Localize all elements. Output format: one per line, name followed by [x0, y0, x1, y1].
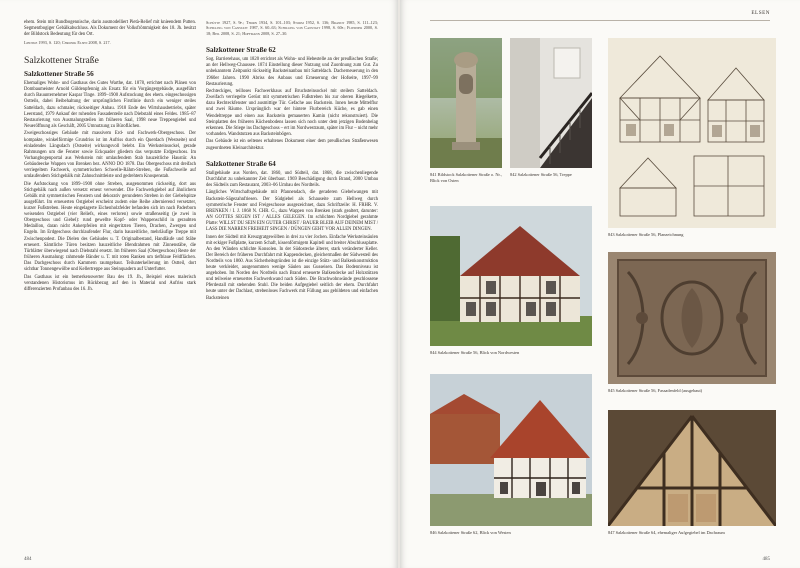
caption-847: 847 Salzkottener Straße 64, ehemaliger Aufgegiebel im Dachraum	[608, 530, 725, 535]
intro-paragraph: ehem. Stein mit Rundbogennische, darin ausmodelliert Pietà-Relief mit knieendem Putten. Segmentbogiger Gebälkabschluss. Als Dokument der Volksfrömmigkeit des 18. Jh. besitzt der Bildstock Bedeutung für den Ort.	[24, 20, 196, 38]
page-number-right: 485	[762, 557, 770, 562]
caption-843: 843 Salzkottener Straße 56, Planzeichnung	[608, 232, 684, 237]
gable-attic-image	[608, 410, 776, 526]
plan-drawing-image	[608, 38, 776, 228]
entry-62-para-2: Rechteckiges, teilloses Fachwerkhaus auf Bruchsteinsockel mit steilem Satteldach. Zweifach verriegelte Gerüst mit symmetrischen Fußstreben bis zur oberen Riegelkette, dazu Rechteckfenster und ausmittige Tür. Gefache aus Backstein. Innen heute Mittelflur und zwei Räume. Ursprünglich war der hintere Flurbereich Küche, es gab einen Wendeltreppe und einen aus Backstein gemauerten Kamin (nicht rekonstruiert). Die Steinplatten des früheren Küchenbodens lassen sich noch unter dem jetzigen Bodenbelag erkennen. Die Stiege ins Dachgeschoss – ert im Nordwestraum, später im Flur – nicht mehr vorhanden. Wandstutzen aus Backsteinbögen.	[206, 89, 378, 137]
entry-64-para-1: Stallgebäude aus Norden, dat. 1860, und Südteil, dat. 1868, die zwischenliegende Durchfahrt zu unbekannter Zeit überbaut. 1969 Beschädigung durch Brand, 2000 Umbau des Südteils zum Restaurant, 2003–06 Umbau des Nordteils.	[206, 170, 378, 188]
running-head: ELSEN	[751, 10, 770, 16]
photo-841-wayside-shrine	[430, 38, 502, 168]
entry-64-para-2: Längliches Wirtschaftsgebäude mit Pfannendach, die geraderen Giebelwangen mit Backstein-Sägezahnfriesen. Der Südgiebel als Schauseite zum Hellweg durch symmetrische Fenster und Freigeschosse ausgezeichnet, dazu Schriftzeile: H. FRHR. V. BRENKEN / I. J. 1868 N. CHR. G., dazu Wappen von Brenken (stark gealtert, darunter: AN GOTTES SEGEN IST / ALLES GELEGEN. Im schlichten Nordgiebel gerahmte Platte: WILLST DU SEIN EIN GUTER CHRIST / BAUER BLEIB AUF DEINEM MIST / LASS DIE NARREN FREIHEIT SINGEN / DÜNGEN GEHT VOR ALLEN DINGEN.	[206, 190, 378, 232]
entry-56-para-2: Zweigeschossiges Gebäude mit massivem Erd- und Fachwerk-Obergeschoss. Der kompakte, winkelförmige Grundriss ist im Aufriss durch ein Querdach (Westseite) und einladendes Längsdach (Ostseite) wirkungsvoll belebt. Ein Werksteinsockel, gerade Rahmungen um die Fenster sowie Eckquader gliedern das verputzte Erdgeschoss. Im Vorhangbogenportal aus Werkstein mit umlaufendem Stab bauzeitliche Haustür. An Gebäudeecke Wappen von Brenken bez. ANNO DO 1878. Das Obergeschoss mit dreifach verriegeltem Fachwerk, symmetrischen Schwelle-Rähm-Streben, die Fußschwelle auf umlaufendem Stichgebälk mit Zahnschnittleiste und gedrehtem Knospenstab.	[24, 131, 196, 180]
left-page	[0, 0, 398, 568]
right-page	[400, 0, 800, 568]
caption-846: 846 Salzkottener Straße 62, Blick von Westen	[430, 530, 511, 535]
staircase-image	[510, 38, 592, 168]
section-title: Salzkottener Straße	[24, 55, 99, 67]
house-west-image	[430, 374, 592, 526]
caption-842: 842 Salzkottener Straße 56, Treppe	[510, 172, 572, 177]
entry-64-para-3: Innen der Südteil mit Kreuzgratgewölben in drei zu vier Jochen. Einfache Werksteinsäulen mit eckiger Fußplatte, kurzem Schaft, kissenförmigem Kapitell und breiter Abschlussplatte. An den Wänden schlichte Konsolen. In der Südostecke älterer, stark veränderter Keller. Der Bereich der früheren Durchfahrt mit Kappendecken, gleichermaßen der Südwesteil des Nordteils von 1860. Aus Sicherheitsgründen ist die einzige Stütz- und Balkenkonstruktion heute verkleidet, ausgenommen wenige Säulen aus Gusseisen. Das Bodenniveau ist angehoben. Im Norden des Nordteils nach Brand erneuerte Balkendecke auf Holzstützen und teilweise erneuertes Fachwerkwand nach Süden. Die Brachwohnwände geschlossene Pferdestall mit stehenden Stuhl. Die beiden Aufgegiebel seitlich der ehem. Durchfahrt heute unter der Dachlast, strebenloses Fachwerk mit Füllung aus gebildeten und einfachen Backsteinen	[206, 234, 378, 301]
caption-841: 841 Bildstock Salzkottener Straße o. Nr., Blick von Osten	[430, 172, 502, 183]
entry-56-para-4: Das Gasthaus ist ein bemerkenswerter Bau des 19. Jh., Beispiel eines malerisch verstandenen Historismus im Rückbezug auf den in Material und Aufriss stark differenzierten Profanbau des 16. Jh.	[24, 274, 196, 292]
entry-62-para-3: Das Gebäude ist ein seltenes erhaltenes Dokument einer dem preußischen Straßenwesen zugeordneten Kleinarchitektur.	[206, 139, 378, 151]
photo-845-facade-panel	[608, 252, 776, 384]
entry-56-citation: Schütte 1927, S. 9f.; Thorn 1934, S. 101–103; Storm 1952, S. 136; Brandt 1985, S. 111–123; Schilling von Canstatt 1987, S. 60–63; Schilling von Canstatt 1998, S. 60f.; Fliedner 2000, S. 18; Beil 2008, S. 21; Hoffmann 2008, S. 27–30.	[206, 20, 378, 36]
entry-56-para-3: Die Aufstockung von 1899–1900 ohne Streben, ausgenommen rückseitig, dort aus Stichgebälk nach außen versetzt erneut verwendet. Die Fachwerkgiebel auf ähnlichem Gebälk mit symmetrischen Fenstern und dekorativ gerundeten Streben in der Giebelspitze ausgeführt. Im erneuerten Ostgiebel erscheint zudem eine Reihe alternierend versetzter, kurzer Fußstreben. Heute eingelagerte Eichenholzfelder befanden sich im nach Paderborn weisenden Ostgiebel (vier Reliefs, eines verloren) sowie straßenseitig (je zwei in Obergeschoss und Giebel): rund gewellte Kopf- oder Wappenschild in geraubten Medaillon, daran nicht Ankerpfeilen mit eingeritzten Tieren, Drachen, Zwergen und Engeln. Im Erdgeschoss durchlaufender Flur, darin bauzeitliche, mehrläufige Treppe mit Zwischenpodest. Die Dielen des Gebäudes u. T. Originalbestand, Handläufe und Stäbe erneuert. Sämtliche Türen besitzen bauzeitliche Blendrahmen mit Zinnenstäbe, die Türblätter überwiegend nach Diebstahl ersetzt. Im früheren Saal (Obergeschoss) Reste der früheren Ausmalung: rahmende Bänder u. T. mit roten Ranken um tiefblaue Feldflächen. Das Dachgeschoss durch Kammern raumgebaut. Teilunterkellerung im Ostteil, dort sichtbar Tonnengewölbe und Kellertreppe aus Steinquadern auf Unterfutter.	[24, 181, 196, 272]
caption-844: 844 Salzkottener Straße 56, Blick von Nordwesten	[430, 350, 520, 355]
house-northwest-image	[430, 206, 592, 346]
entry-56-para-1: Ehemaliges Wohn- und Gasthaus des Gutes Warthe, dat. 1878, errichtet nach Plänen von Dombaumeister Arnold Güldenpfennig als Ersatz für ein Vorgängergebäude, ausgeführt durch Bauunternehmer Kaspar Tinge. 1899–1900 Aufstockung des ehem. eingeschossigen Ostteils, dabei Beibehaltung der ursprünglichen Firstlinie durch ein weniger steiles Satteldach, dazu schmaler, rückseitiger Anbau. 1918 Ende des Wirtshausbetriebs, später Leerstand, 1979 Ankauf der ruhenden Fassadenteile nach Diebstahl eines Feldes. 1985–87 Restaurierung von Ausmalungsteilen im früheren Saal, 1998 neue Treppengiebel und Neueröffnung als Geschäft, 2005 Umnutzung zu Büroflächen.	[24, 81, 196, 129]
intro-citation: Liedtke 1993, S. 120; Chronik Elsen 2008, S. 217.	[24, 39, 111, 45]
middle-column	[206, 20, 378, 303]
entry-title-56: Salzkottener Straße 56	[24, 70, 94, 79]
caption-845: 845 Salzkottener Straße 56, Fassadenfeld (ausgebaut)	[608, 388, 703, 393]
entry-title-62: Salzkottener Straße 62	[206, 46, 276, 55]
running-head-rule	[430, 20, 770, 21]
wayside-shrine-image	[430, 38, 502, 168]
photo-843-plan-drawing	[608, 38, 776, 228]
photo-846-house-west	[430, 374, 592, 526]
photo-842-staircase	[510, 38, 592, 168]
page-number-left: 484	[24, 557, 32, 562]
entry-title-64: Salzkottener Straße 64	[206, 159, 276, 168]
left-column	[24, 20, 196, 294]
facade-panel-image	[608, 252, 776, 384]
photo-847-gable-attic	[608, 410, 776, 526]
entry-62-para-1: Sog. Barrierehaus, um 1820 errichtet als Wohn- und Hebestelle an der preußischen Straße; an der Hellweg-Chaussee. 1874 Einstellung dieser Nutzung und Zuordnung zum Gut. Zu unbekanntem Zeitpunkt rückseitig Backsteinanbau mit Satteldach. Dacherneuerung in den 1960er Jahren. 1990 Abriss des Anbaus und Erneuerung der Hofseite, 1997–99 Restaurierung.	[206, 57, 378, 87]
photo-844-house-northwest	[430, 206, 592, 346]
